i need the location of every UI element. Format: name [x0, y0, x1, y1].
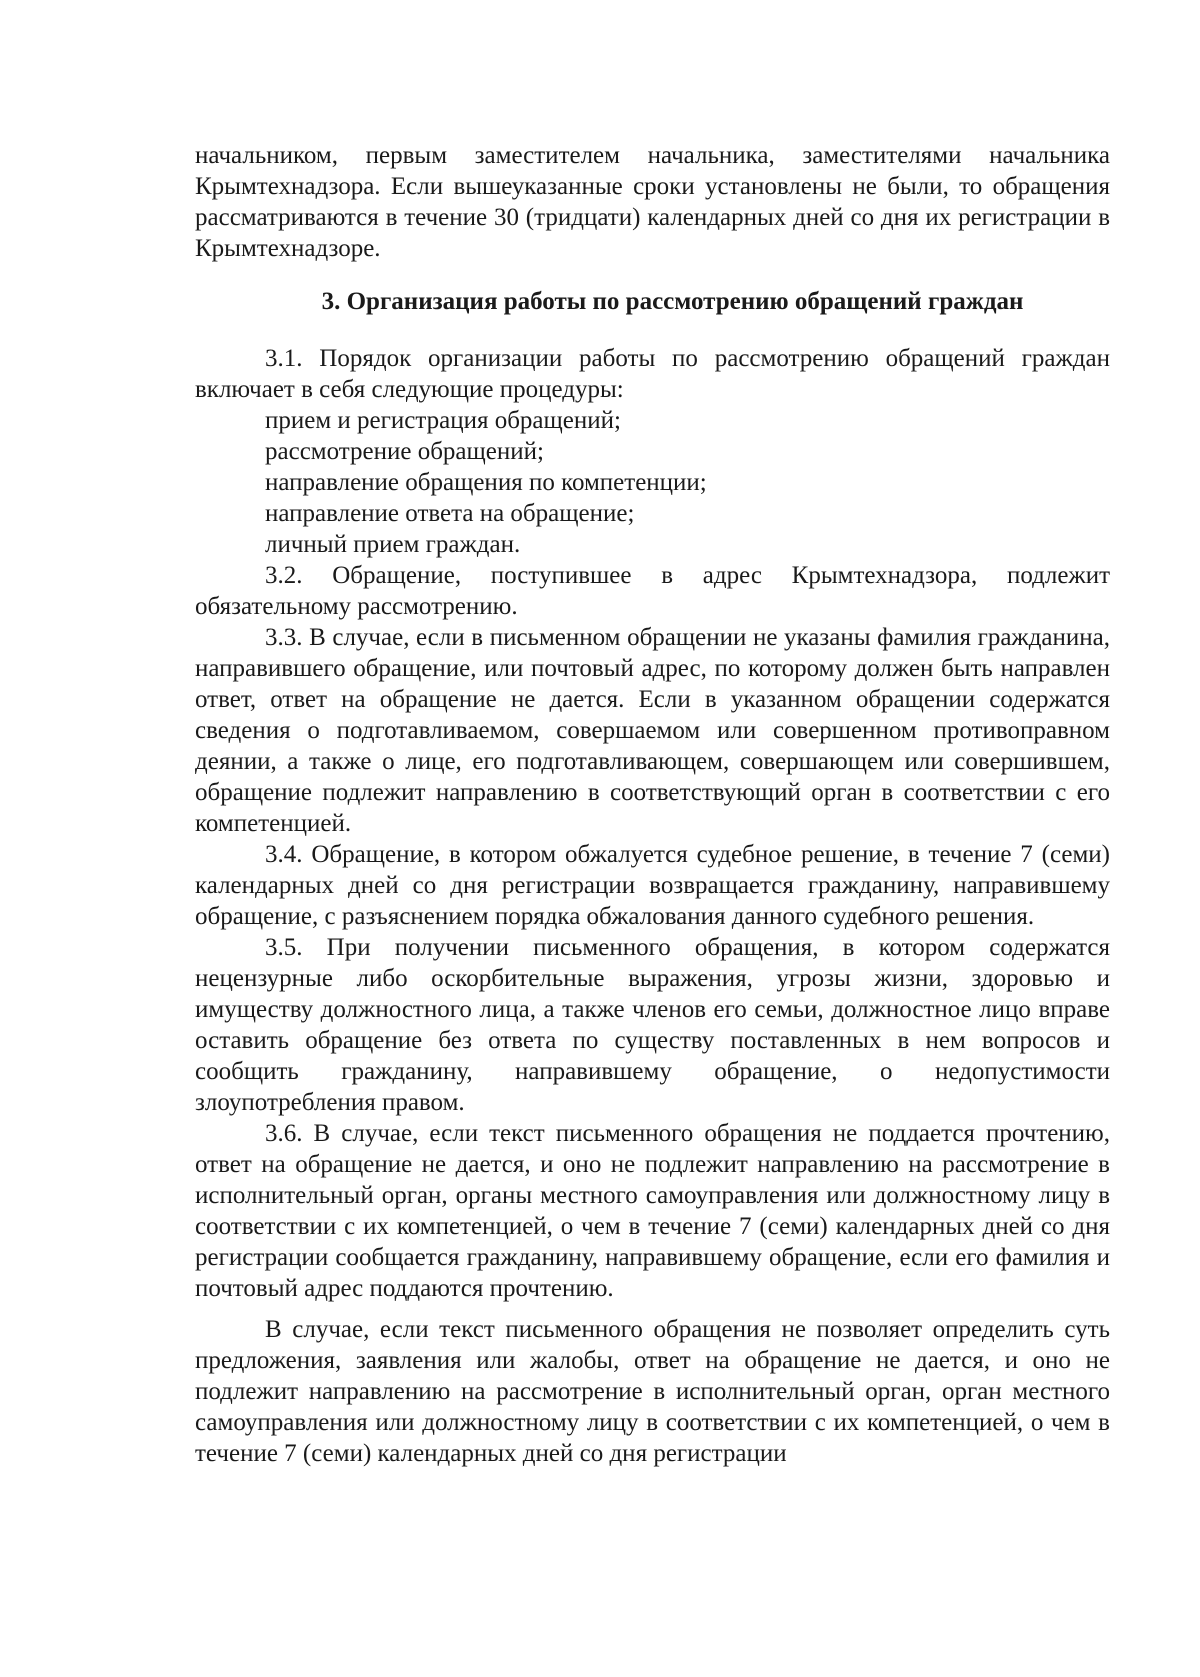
intro-paragraph: начальником, первым заместителем начальника, заместителями начальника Крымтехнадзора. Если вышеуказанные сроки установлены не были, то обращения рассматриваются в течение 30 (тридцати) календарных дней со дня их регистрации в Крымтехнадзоре.: [195, 142, 1110, 262]
paragraph-3-3: 3.3. В случае, если в письменном обращении не указаны фамилия гражданина, направившего обращение, или почтовый адрес, по которому должен быть направлен ответ, ответ на обращение не дается. Если в указанном обращении содержатся сведения о подготавливаемом, совершаемом или совершенном противоправном деянии, а также о лице, его подготавливающем, совершающем или совершившем, обращение подлежит направлению в соответствующий орган в соответствии с его компетенцией.: [195, 624, 1110, 837]
paragraph-3-4: 3.4. Обращение, в котором обжалуется судебное решение, в течение 7 (семи) календарных дней со дня регистрации возвращается гражданину, направившему обращение, с разъяснением порядка обжалования данного судебного решения.: [195, 841, 1110, 930]
procedure-item: личный прием граждан.: [265, 531, 521, 558]
paragraph-3-2: 3.2. Обращение, поступившее в адрес Крымтехнадзора, подлежит обязательному рассмотрению.: [195, 562, 1110, 620]
procedure-item: направление обращения по компетенции;: [265, 469, 707, 496]
paragraph-3-6-continuation: В случае, если текст письменного обращения не позволяет определить суть предложения, заявления или жалобы, ответ на обращение не дается, и оно не подлежит направлению на рассмотрение в исполнительный орган, орган местного самоуправления или должностному лицу в соответствии с их компетенцией, о чем в течение 7 (семи) календарных дней со дня регистрации: [195, 1316, 1110, 1467]
procedure-item: направление ответа на обращение;: [265, 500, 635, 527]
paragraph-3-1: 3.1. Порядок организации работы по рассмотрению обращений граждан включает в себя следующие процедуры:: [195, 345, 1110, 403]
paragraph-3-6: 3.6. В случае, если текст письменного обращения не поддается прочтению, ответ на обращение не дается, и оно не подлежит направлению на рассмотрение в исполнительный орган, органы местного самоуправления или должностному лицу в соответствии с их компетенцией, о чем в течение 7 (семи) календарных дней со дня регистрации сообщается гражданину, направившему обращение, если его фамилия и почтовый адрес поддаются прочтению.: [195, 1120, 1110, 1302]
paragraph-3-5: 3.5. При получении письменного обращения, в котором содержатся нецензурные либо оскорбительные выражения, угрозы жизни, здоровью и имуществу должностного лица, а также членов его семьи, должностное лицо вправе оставить обращение без ответа по существу поставленных в нем вопросов и сообщить гражданину, направившему обращение, о недопустимости злоупотребления правом.: [195, 934, 1110, 1116]
paragraph-gap: [195, 1304, 1110, 1314]
procedure-item: прием и регистрация обращений;: [265, 407, 621, 434]
section-heading: 3. Организация работы по рассмотрению обращений граждан: [321, 288, 1024, 315]
procedure-item: рассмотрение обращений;: [265, 438, 544, 465]
document-page: [195, 140, 1110, 1469]
